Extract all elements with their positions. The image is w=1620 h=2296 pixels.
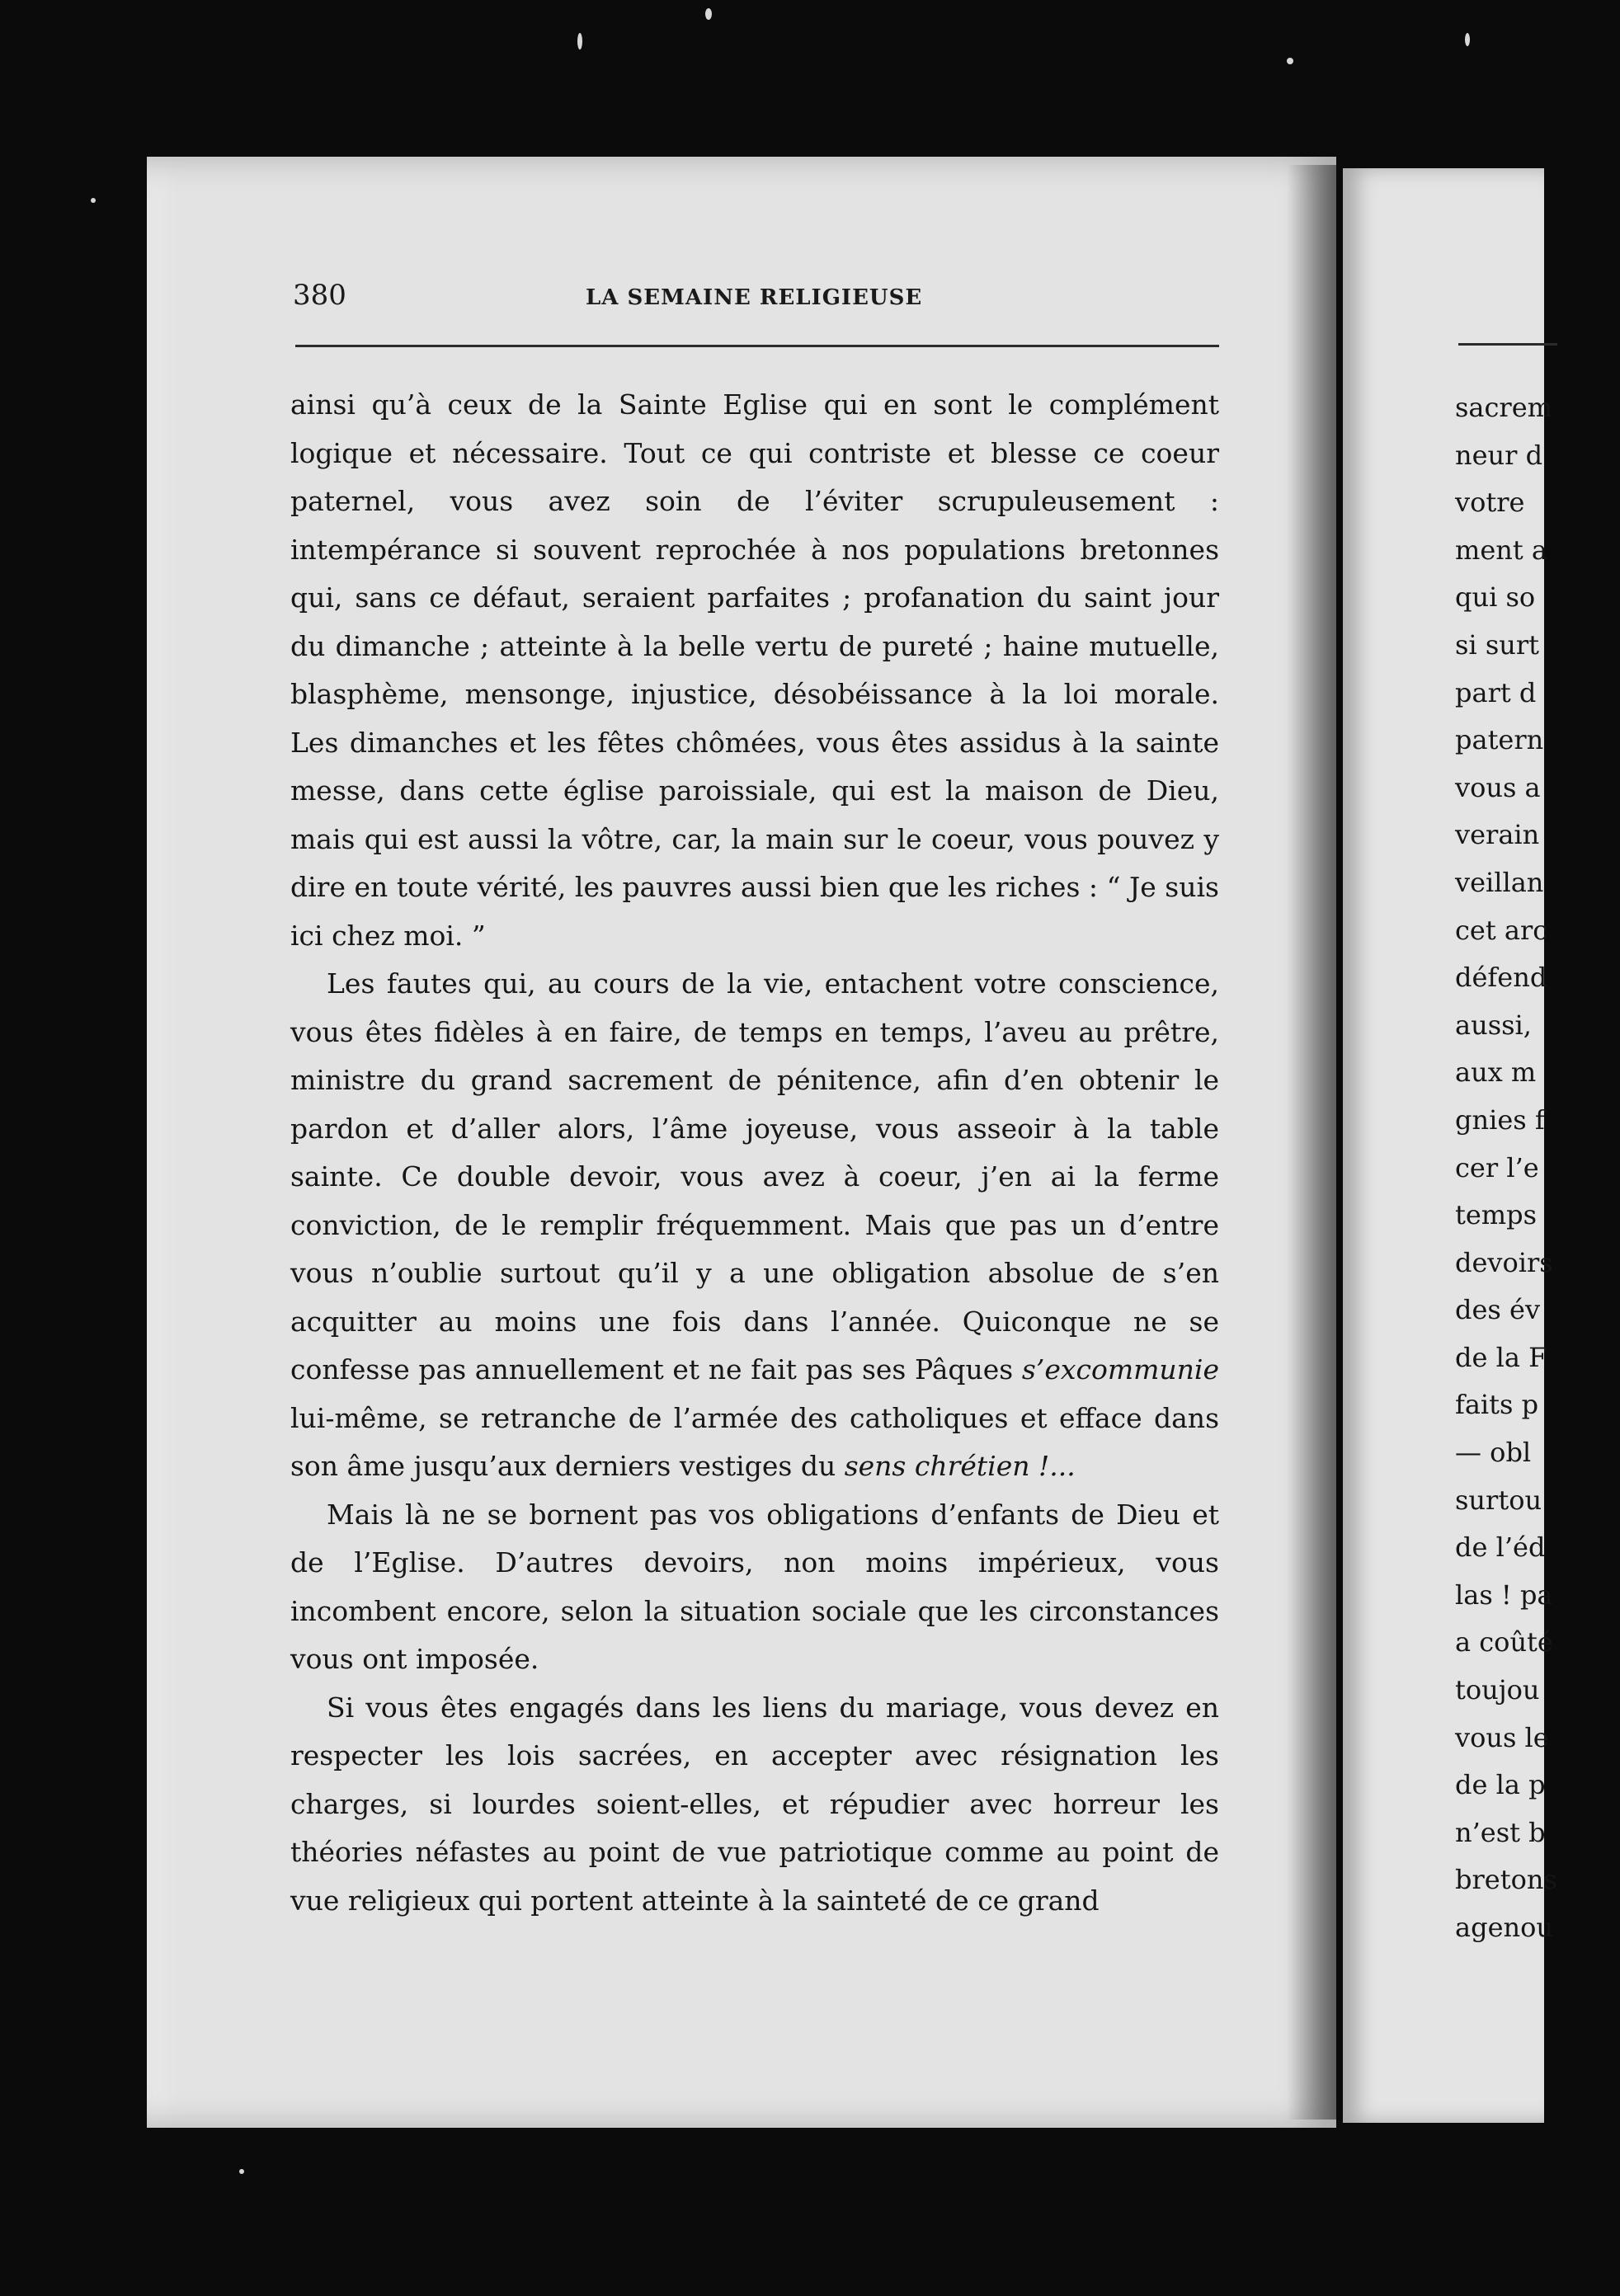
right-page-line: qui so — [1455, 581, 1536, 614]
right-page-line: votre — [1455, 487, 1525, 519]
right-page-line: faits p — [1455, 1389, 1539, 1421]
right-page-line: gnies f — [1455, 1103, 1545, 1136]
right-page-line: verain — [1455, 819, 1540, 851]
italic-run: s’excommunie — [1021, 1353, 1219, 1386]
right-page-line: vous a — [1455, 771, 1541, 803]
scan-speck — [1287, 58, 1293, 64]
scan-speck — [705, 8, 712, 20]
right-page-line: patern — [1455, 724, 1544, 756]
right-page-line: neur d — [1455, 439, 1543, 471]
paragraph: Mais là ne se bornent pas vos obligations d’enfants de Dieu et de l’Eglise. D’autres devoirs, non moins impérieux, vous incombent encore, selon la situation sociale que les circonstances vous ont imposée. — [290, 1498, 1219, 1675]
right-page-line: a coûté — [1455, 1626, 1553, 1658]
right-page-line: sacrem — [1455, 392, 1552, 423]
scan-speck — [91, 198, 96, 203]
right-page-line: cer l’e — [1455, 1151, 1539, 1183]
right-page-line: cet arc — [1455, 914, 1548, 946]
right-page-line: toujou — [1455, 1674, 1540, 1706]
right-page-line: las ! pa — [1455, 1578, 1553, 1611]
page-body — [290, 381, 1219, 1925]
running-head — [293, 279, 1217, 328]
right-page-line: ment a — [1455, 534, 1547, 566]
paragraph: ainsi qu’à ceux de la Sainte Eglise qui en sont le complément logique et nécessaire. Tout ce qui contriste et blesse ce coeur paternel, vous avez soin de l’éviter scrupuleusement : intempérance si souvent reprochée à nos populations bretonnes qui, sans ce défaut, seraient parfaites ; profanation du saint jour du dimanche ; atteinte à la belle vertu de pureté ; haine mutuelle, blasphème, mensonge, injustice, désobéissance à la loi morale. Les dimanches et les fêtes chômées, vous êtes assidus à la sainte messe, dans cette église paroissiale, qui est la maison de Dieu, mais qui est aussi la vôtre, car, la main sur le coeur, vous pouvez y dire en toute vérité, les pauvres aussi bien que les riches : “ Je suis ici chez moi. ” — [290, 388, 1219, 952]
right-page-line: de la p — [1455, 1769, 1546, 1801]
text-run: lui-même, se retranche de l’armée des catholiques et efface dans son âme jusqu’aux derniers vestiges du — [290, 1401, 1219, 1482]
scan-speck — [1465, 33, 1470, 46]
right-page — [1343, 168, 1557, 2123]
right-page-line: des év — [1455, 1294, 1541, 1326]
right-page-line: part d — [1455, 676, 1537, 708]
scan-speck — [577, 33, 582, 49]
right-page-line: de l’éd — [1455, 1531, 1546, 1564]
paragraph: Si vous êtes engagés dans les liens du mariage, vous devez en respecter les lois sacrées, en accepter avec résignation les charges, si lourdes soient-elles, et répudier avec horreur les théories néfastes au point de vue patriotique comme au point de vue religieux qui portent atteinte à la sainteté de ce grand — [290, 1691, 1219, 1917]
header-rule — [295, 345, 1219, 347]
right-page-line: si surt — [1455, 628, 1540, 661]
page-number: 380 — [293, 279, 346, 312]
text-run: Les fautes qui, au cours de la vie, entachent votre conscience, vous êtes fidèles à en faire, de temps en temps, l’aveu au prêtre, ministre du grand sacrement de pénitence, afin d’en obtenir le pardon et d’aller alors, l’âme joyeuse, vous asseoir à la table sainte. Ce double devoir, vous avez à coeur, j’en ai la ferme conviction, de le remplir fréquemment. Mais que pas un d’entre vous n’oublie surtout qu’il y a une obligation absolue de s’en acquitter au moins une fois dans l’année. Quiconque ne se confesse pas annuellement et ne fait pas ses Pâques — [290, 967, 1219, 1386]
right-page-line: aussi, — [1455, 1009, 1532, 1041]
scan-speck — [239, 2169, 244, 2174]
right-page-line: de la F — [1455, 1341, 1547, 1373]
running-title: LA SEMAINE RELIGIEUSE — [586, 285, 923, 310]
right-page-line: bretons — [1455, 1864, 1557, 1896]
right-page-line: n’est b — [1455, 1816, 1546, 1848]
paragraph — [290, 960, 1219, 1491]
right-page-line: vous le — [1455, 1721, 1549, 1753]
right-page-line: agenou — [1455, 1912, 1553, 1943]
header-rule — [1458, 343, 1557, 346]
right-page-line: défend — [1455, 962, 1547, 994]
right-page-line: aux m — [1455, 1056, 1537, 1089]
right-page-line: — obl — [1455, 1437, 1532, 1469]
italic-run: sens chrétien !... — [844, 1450, 1076, 1482]
right-page-line: veillan — [1455, 866, 1544, 898]
book-gutter — [1287, 165, 1336, 2120]
right-page-line: devoirs — [1455, 1246, 1553, 1278]
right-page-line: surtou — [1455, 1484, 1542, 1516]
right-page-lines — [1455, 384, 1620, 1952]
right-page-line: temps — [1455, 1199, 1538, 1231]
